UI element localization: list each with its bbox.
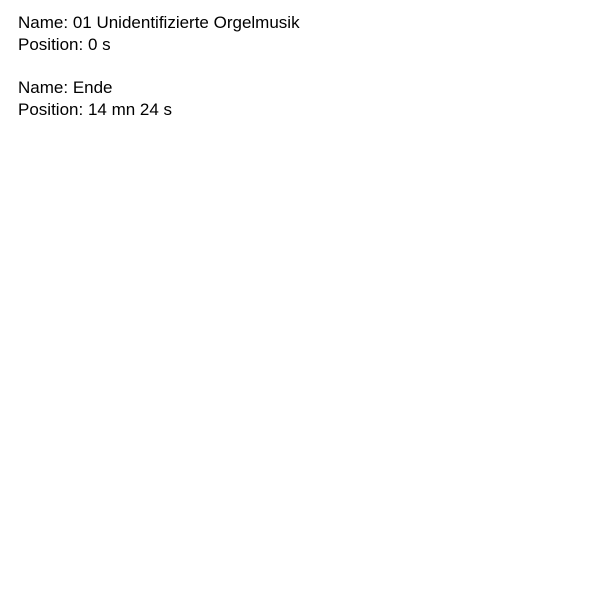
marker-position-line [18,34,600,56]
marker-name-line [18,12,600,34]
marker-name-value: Ende [72,78,113,97]
marker-entry [18,77,600,121]
name-label: Name: [18,13,69,32]
marker-info-panel [0,0,600,121]
name-label: Name: [18,78,69,97]
marker-position-value: 14 mn 24 s [87,100,173,119]
marker-name-value: 01 Unidentifizierte Orgelmusik [72,13,300,32]
marker-position-line [18,99,600,121]
marker-name-line [18,77,600,99]
position-label: Position: [18,35,84,54]
marker-position-value: 0 s [87,35,111,54]
position-label: Position: [18,100,84,119]
marker-entry [18,12,600,56]
